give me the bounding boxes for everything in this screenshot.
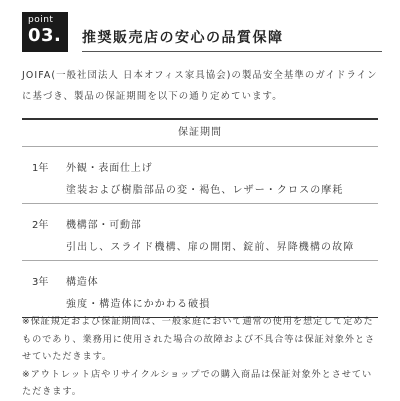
note-item: ※保証規定および保証期間は、一般家庭において通常の使用を想定して定めたものであり、業務用に使用された場合の故障および不具合等は保証対象外とさせていただきます。 <box>22 316 376 362</box>
row-detail: 引出し、スライド機構、扉の開閉、錠前、昇降機構の故障 <box>66 241 355 253</box>
point-number: 03. <box>28 25 62 46</box>
row-year: 2年 <box>32 219 49 231</box>
note-item: ※アウトレット店やリサイクルショップでの購入商品は保証対象外とさせていただきます。 <box>22 368 373 397</box>
row-title: 外観・表面仕上げ <box>66 162 153 174</box>
heading-underline <box>82 51 382 52</box>
row-title: 機構部・可動部 <box>66 219 142 231</box>
row-year: 3年 <box>32 276 49 288</box>
row-title: 構造体 <box>66 276 99 288</box>
table-header: 保証期間 <box>178 126 222 138</box>
intro-text: JOIFA(一般社団法人 日本オフィス家具協会)の製品安全基準のガイドラインに基づき、製品の保証期間を以下の通り定めています。 <box>22 70 378 102</box>
row-year: 1年 <box>32 162 49 174</box>
point-label: point <box>28 15 54 25</box>
row-detail: 塗装および樹脂部品の変・褐色、レザー・クロスの摩耗 <box>66 184 344 196</box>
table-row <box>22 261 378 317</box>
warranty-table <box>22 118 378 318</box>
table-row <box>22 147 378 203</box>
table-row <box>22 204 378 260</box>
notes <box>22 313 382 401</box>
point-badge <box>22 12 68 52</box>
row-detail: 強度・構造体にかかわる破損 <box>66 298 211 310</box>
page-title: 推奨販売店の安心の品質保障 <box>82 30 284 46</box>
